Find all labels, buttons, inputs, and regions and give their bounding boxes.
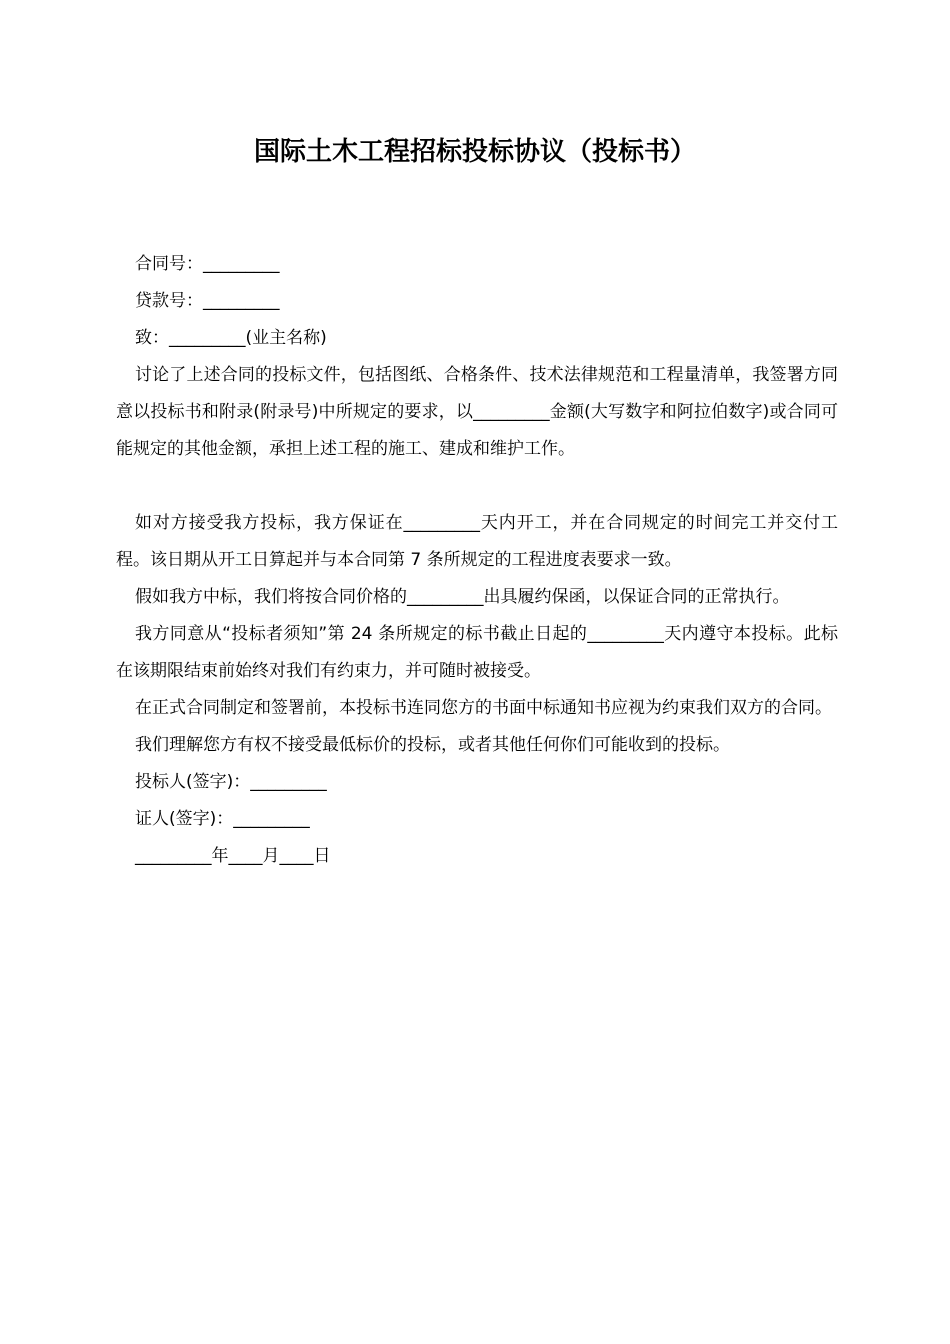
witness-signature-line: 证人(签字)：_________: [135, 809, 310, 829]
document-title: 国际土木工程招标投标协议（投标书）: [253, 137, 696, 167]
paragraph-performance-bond: 假如我方中标，我们将按合同价格的_________出具履约保函，以保证合同的正常执行。: [135, 587, 790, 607]
paragraph-start-date: 如对方接受我方投标，我方保证在_________天内开工，并在合同规定的时间完工并交付工程。该日期从开工日算起并与本合同第 7 条所规定的工程进度表要求一致。: [116, 513, 838, 570]
paragraph-binding-contract: 在正式合同制定和签署前，本投标书连同您方的书面中标通知书应视为约束我们双方的合同。: [135, 698, 832, 718]
date-line: _________年____月____日: [135, 846, 331, 866]
contract-number-line: 合同号：_________: [135, 254, 280, 274]
bidder-signature-line: 投标人(签字)：_________: [135, 772, 327, 792]
loan-number-line: 贷款号：_________: [135, 291, 280, 311]
addressee-line: 致：_________(业主名称): [135, 328, 327, 348]
paragraph-bid-documents: 讨论了上述合同的投标文件，包括图纸、合格条件、技术法律规范和工程量清单，我签署方同意以投标书和附录(附录号)中所规定的要求，以_________金额(大写数字和阿拉伯数字)或合同可能规定的其他金额，承担上述工程的施工、建成和维护工作。: [116, 365, 838, 459]
paragraph-bid-validity: 我方同意从“投标者须知”第 24 条所规定的标书截止日起的_________天内遵守本投标。此标在该期限结束前始终对我们有约束力，并可随时被接受。: [116, 624, 838, 681]
document-body: [116, 246, 838, 875]
paragraph-lowest-bid: 我们理解您方有权不接受最低标价的投标，或者其他任何你们可能收到的投标。: [135, 735, 730, 755]
paragraph-spacer: [116, 468, 838, 505]
